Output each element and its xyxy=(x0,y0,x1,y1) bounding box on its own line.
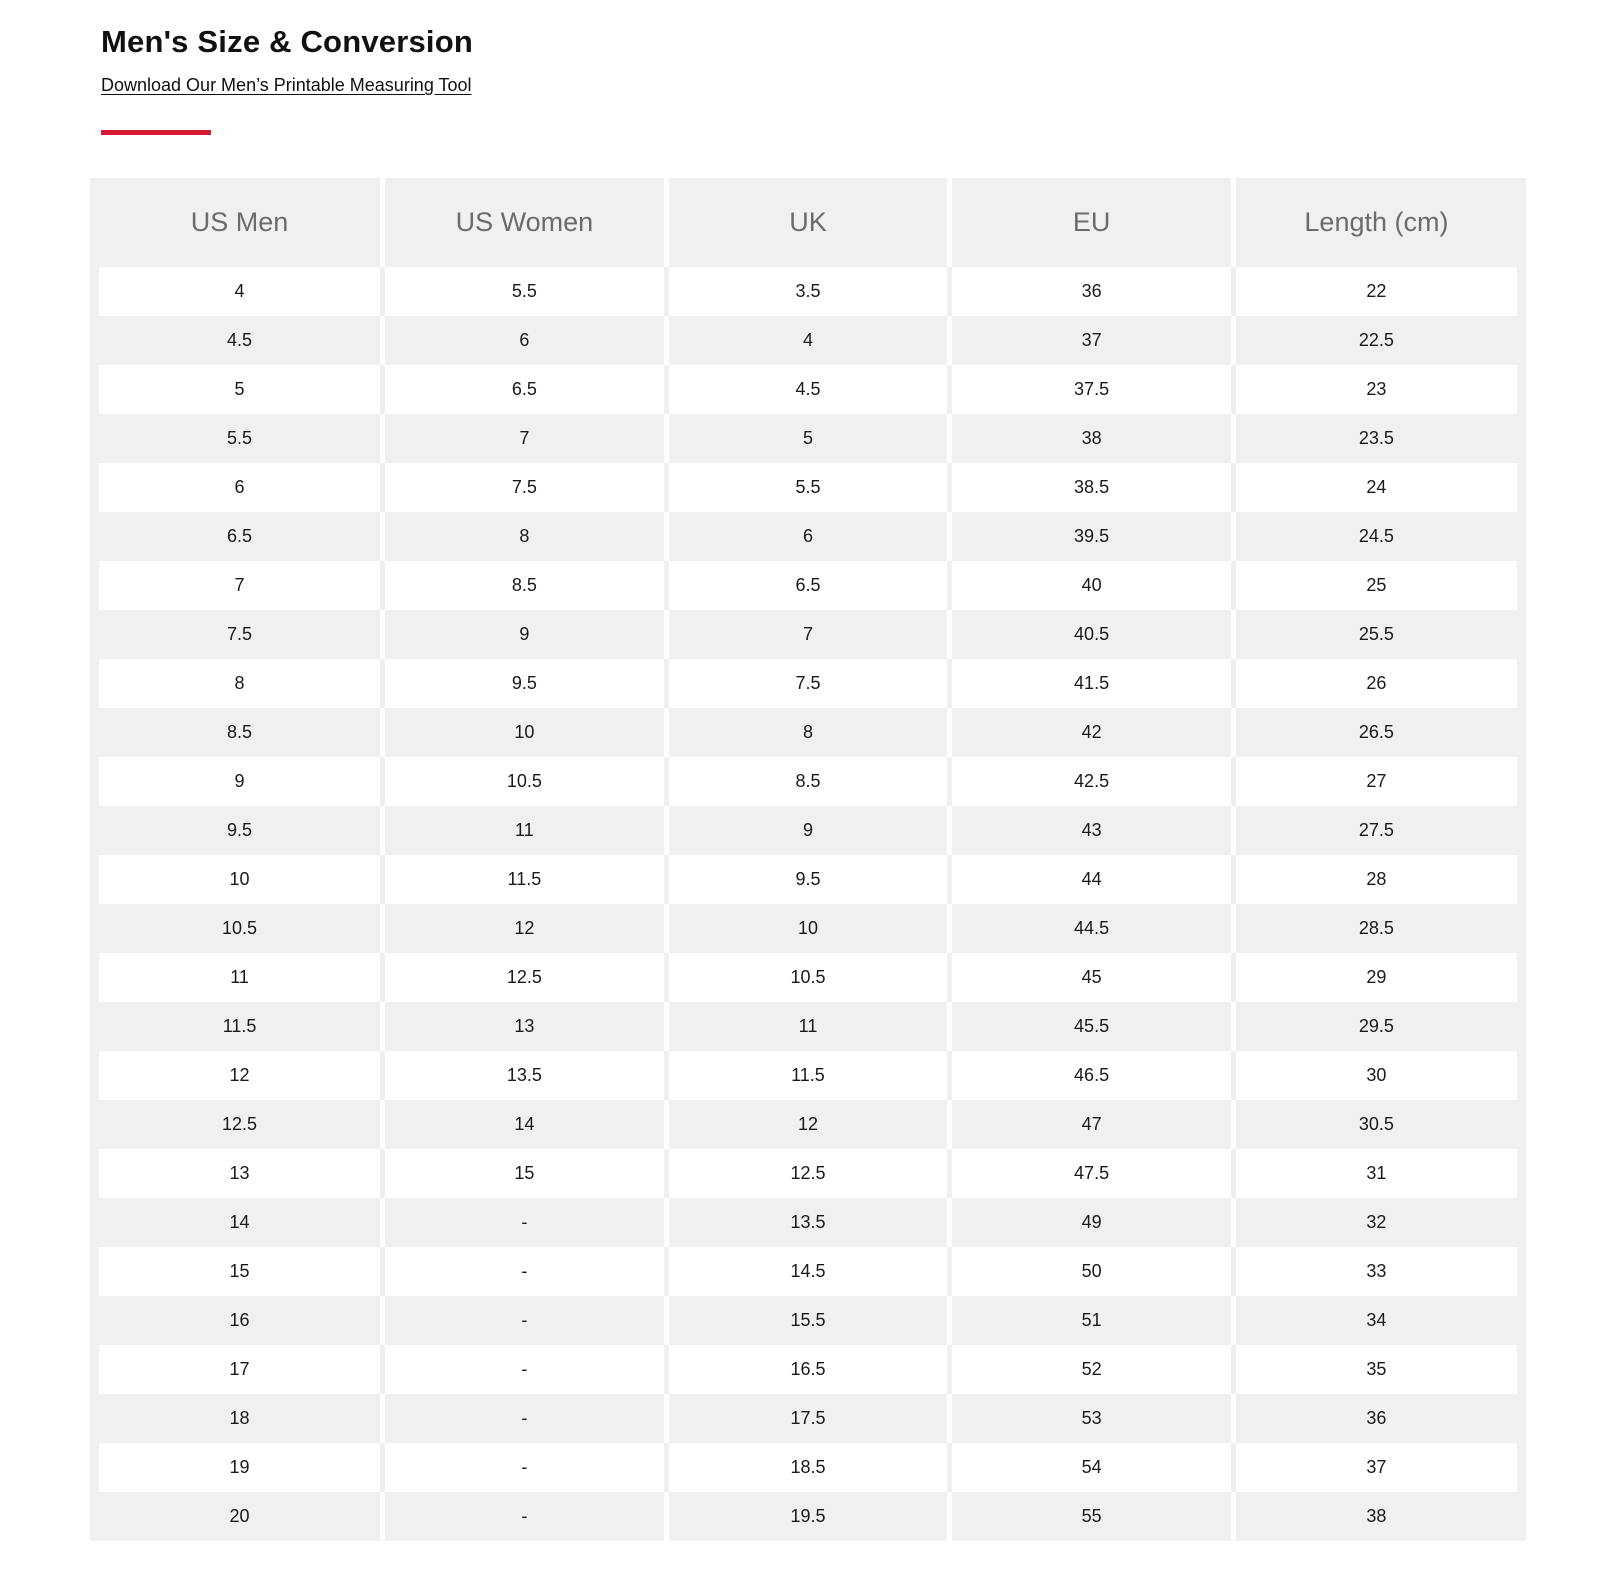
cell-eu: 52 xyxy=(950,1345,1234,1394)
cell-eu: 51 xyxy=(950,1296,1234,1345)
cell-us-women: 9.5 xyxy=(383,659,667,708)
cell-us-women: - xyxy=(383,1345,667,1394)
cell-us-women: - xyxy=(383,1296,667,1345)
cell-length-cm: 28.5 xyxy=(1233,904,1517,953)
cell-us-men: 9.5 xyxy=(99,806,383,855)
cell-us-women: 10 xyxy=(383,708,667,757)
cell-eu: 50 xyxy=(950,1247,1234,1296)
cell-us-men: 7 xyxy=(99,561,383,610)
cell-eu: 43 xyxy=(950,806,1234,855)
table-row xyxy=(99,316,1517,365)
cell-us-men: 15 xyxy=(99,1247,383,1296)
cell-eu: 42.5 xyxy=(950,757,1234,806)
cell-us-men: 20 xyxy=(99,1492,383,1541)
cell-eu: 49 xyxy=(950,1198,1234,1247)
download-measuring-tool-link[interactable]: Download Our Men’s Printable Measuring Tool xyxy=(101,75,472,95)
accent-divider xyxy=(101,130,211,135)
cell-uk: 11 xyxy=(666,1002,950,1051)
cell-length-cm: 27 xyxy=(1233,757,1517,806)
cell-uk: 18.5 xyxy=(666,1443,950,1492)
cell-length-cm: 26 xyxy=(1233,659,1517,708)
cell-uk: 3.5 xyxy=(666,267,950,316)
cell-us-men: 17 xyxy=(99,1345,383,1394)
table-row xyxy=(99,1492,1517,1541)
cell-us-men: 12 xyxy=(99,1051,383,1100)
cell-length-cm: 34 xyxy=(1233,1296,1517,1345)
size-conversion-table xyxy=(99,178,1517,1541)
table-row xyxy=(99,1149,1517,1198)
table-header-row xyxy=(99,178,1517,267)
cell-length-cm: 24 xyxy=(1233,463,1517,512)
table-row xyxy=(99,1296,1517,1345)
cell-us-men: 18 xyxy=(99,1394,383,1443)
cell-uk: 13.5 xyxy=(666,1198,950,1247)
table-row xyxy=(99,1443,1517,1492)
cell-uk: 14.5 xyxy=(666,1247,950,1296)
column-header-eu: EU xyxy=(950,178,1234,267)
cell-length-cm: 23.5 xyxy=(1233,414,1517,463)
cell-length-cm: 22 xyxy=(1233,267,1517,316)
cell-length-cm: 36 xyxy=(1233,1394,1517,1443)
cell-eu: 40 xyxy=(950,561,1234,610)
cell-length-cm: 25 xyxy=(1233,561,1517,610)
cell-us-men: 11.5 xyxy=(99,1002,383,1051)
table-row xyxy=(99,1002,1517,1051)
cell-us-men: 19 xyxy=(99,1443,383,1492)
table-row xyxy=(99,414,1517,463)
cell-us-women: - xyxy=(383,1198,667,1247)
cell-us-women: 12 xyxy=(383,904,667,953)
column-header-uk: UK xyxy=(666,178,950,267)
cell-uk: 8.5 xyxy=(666,757,950,806)
cell-length-cm: 35 xyxy=(1233,1345,1517,1394)
cell-eu: 41.5 xyxy=(950,659,1234,708)
table-row xyxy=(99,806,1517,855)
cell-eu: 37 xyxy=(950,316,1234,365)
size-table-container xyxy=(90,178,1526,1541)
cell-us-women: 11.5 xyxy=(383,855,667,904)
cell-eu: 38 xyxy=(950,414,1234,463)
cell-length-cm: 24.5 xyxy=(1233,512,1517,561)
cell-eu: 54 xyxy=(950,1443,1234,1492)
cell-uk: 16.5 xyxy=(666,1345,950,1394)
cell-uk: 10.5 xyxy=(666,953,950,1002)
cell-length-cm: 27.5 xyxy=(1233,806,1517,855)
cell-uk: 9.5 xyxy=(666,855,950,904)
cell-us-women: 8 xyxy=(383,512,667,561)
cell-eu: 53 xyxy=(950,1394,1234,1443)
cell-length-cm: 26.5 xyxy=(1233,708,1517,757)
cell-us-women: 5.5 xyxy=(383,267,667,316)
cell-us-men: 10 xyxy=(99,855,383,904)
cell-length-cm: 28 xyxy=(1233,855,1517,904)
cell-length-cm: 22.5 xyxy=(1233,316,1517,365)
table-row xyxy=(99,855,1517,904)
page-title: Men's Size & Conversion xyxy=(101,24,473,59)
cell-uk: 5 xyxy=(666,414,950,463)
cell-us-women: 11 xyxy=(383,806,667,855)
table-row xyxy=(99,610,1517,659)
cell-us-men: 11 xyxy=(99,953,383,1002)
column-header-us-men: US Men xyxy=(99,178,383,267)
cell-eu: 55 xyxy=(950,1492,1234,1541)
table-row xyxy=(99,1100,1517,1149)
cell-uk: 11.5 xyxy=(666,1051,950,1100)
cell-us-women: - xyxy=(383,1247,667,1296)
cell-uk: 19.5 xyxy=(666,1492,950,1541)
cell-us-men: 6.5 xyxy=(99,512,383,561)
cell-length-cm: 32 xyxy=(1233,1198,1517,1247)
table-row xyxy=(99,708,1517,757)
cell-us-women: 6.5 xyxy=(383,365,667,414)
cell-eu: 46.5 xyxy=(950,1051,1234,1100)
cell-eu: 36 xyxy=(950,267,1234,316)
table-row xyxy=(99,1345,1517,1394)
table-row xyxy=(99,1247,1517,1296)
cell-us-men: 5.5 xyxy=(99,414,383,463)
cell-us-men: 9 xyxy=(99,757,383,806)
cell-us-men: 6 xyxy=(99,463,383,512)
cell-uk: 10 xyxy=(666,904,950,953)
table-row xyxy=(99,757,1517,806)
table-row xyxy=(99,953,1517,1002)
table-row xyxy=(99,1051,1517,1100)
cell-uk: 12 xyxy=(666,1100,950,1149)
cell-uk: 9 xyxy=(666,806,950,855)
cell-us-women: 7 xyxy=(383,414,667,463)
cell-us-women: - xyxy=(383,1394,667,1443)
cell-uk: 4.5 xyxy=(666,365,950,414)
table-row xyxy=(99,512,1517,561)
cell-length-cm: 33 xyxy=(1233,1247,1517,1296)
cell-us-women: 8.5 xyxy=(383,561,667,610)
cell-length-cm: 30.5 xyxy=(1233,1100,1517,1149)
cell-us-men: 5 xyxy=(99,365,383,414)
cell-uk: 5.5 xyxy=(666,463,950,512)
cell-eu: 40.5 xyxy=(950,610,1234,659)
cell-length-cm: 29.5 xyxy=(1233,1002,1517,1051)
cell-us-women: 10.5 xyxy=(383,757,667,806)
cell-us-women: 12.5 xyxy=(383,953,667,1002)
cell-us-women: 7.5 xyxy=(383,463,667,512)
table-row xyxy=(99,365,1517,414)
cell-length-cm: 38 xyxy=(1233,1492,1517,1541)
cell-eu: 45.5 xyxy=(950,1002,1234,1051)
cell-uk: 7.5 xyxy=(666,659,950,708)
cell-us-men: 12.5 xyxy=(99,1100,383,1149)
cell-length-cm: 23 xyxy=(1233,365,1517,414)
cell-us-men: 4 xyxy=(99,267,383,316)
cell-us-women: 13 xyxy=(383,1002,667,1051)
table-body xyxy=(99,267,1517,1541)
cell-uk: 17.5 xyxy=(666,1394,950,1443)
table-row xyxy=(99,1198,1517,1247)
cell-us-women: - xyxy=(383,1443,667,1492)
cell-uk: 12.5 xyxy=(666,1149,950,1198)
cell-eu: 39.5 xyxy=(950,512,1234,561)
cell-us-women: 14 xyxy=(383,1100,667,1149)
cell-us-men: 8 xyxy=(99,659,383,708)
cell-us-women: - xyxy=(383,1492,667,1541)
cell-us-men: 13 xyxy=(99,1149,383,1198)
cell-us-men: 10.5 xyxy=(99,904,383,953)
table-row xyxy=(99,659,1517,708)
table-row xyxy=(99,267,1517,316)
cell-eu: 44.5 xyxy=(950,904,1234,953)
cell-us-men: 4.5 xyxy=(99,316,383,365)
cell-eu: 45 xyxy=(950,953,1234,1002)
table-row xyxy=(99,463,1517,512)
table-row xyxy=(99,561,1517,610)
cell-eu: 42 xyxy=(950,708,1234,757)
cell-eu: 47 xyxy=(950,1100,1234,1149)
cell-eu: 47.5 xyxy=(950,1149,1234,1198)
cell-length-cm: 25.5 xyxy=(1233,610,1517,659)
cell-length-cm: 37 xyxy=(1233,1443,1517,1492)
cell-us-women: 9 xyxy=(383,610,667,659)
page-header xyxy=(101,22,473,98)
cell-length-cm: 29 xyxy=(1233,953,1517,1002)
cell-uk: 4 xyxy=(666,316,950,365)
cell-us-men: 7.5 xyxy=(99,610,383,659)
cell-uk: 15.5 xyxy=(666,1296,950,1345)
cell-length-cm: 31 xyxy=(1233,1149,1517,1198)
cell-us-women: 6 xyxy=(383,316,667,365)
cell-uk: 8 xyxy=(666,708,950,757)
cell-uk: 6 xyxy=(666,512,950,561)
cell-us-women: 15 xyxy=(383,1149,667,1198)
cell-us-men: 16 xyxy=(99,1296,383,1345)
cell-eu: 44 xyxy=(950,855,1234,904)
cell-us-men: 8.5 xyxy=(99,708,383,757)
table-row xyxy=(99,1394,1517,1443)
cell-uk: 7 xyxy=(666,610,950,659)
table-row xyxy=(99,904,1517,953)
cell-uk: 6.5 xyxy=(666,561,950,610)
column-header-us-women: US Women xyxy=(383,178,667,267)
cell-eu: 38.5 xyxy=(950,463,1234,512)
cell-us-women: 13.5 xyxy=(383,1051,667,1100)
cell-eu: 37.5 xyxy=(950,365,1234,414)
column-header-length-cm: Length (cm) xyxy=(1233,178,1517,267)
cell-us-men: 14 xyxy=(99,1198,383,1247)
cell-length-cm: 30 xyxy=(1233,1051,1517,1100)
